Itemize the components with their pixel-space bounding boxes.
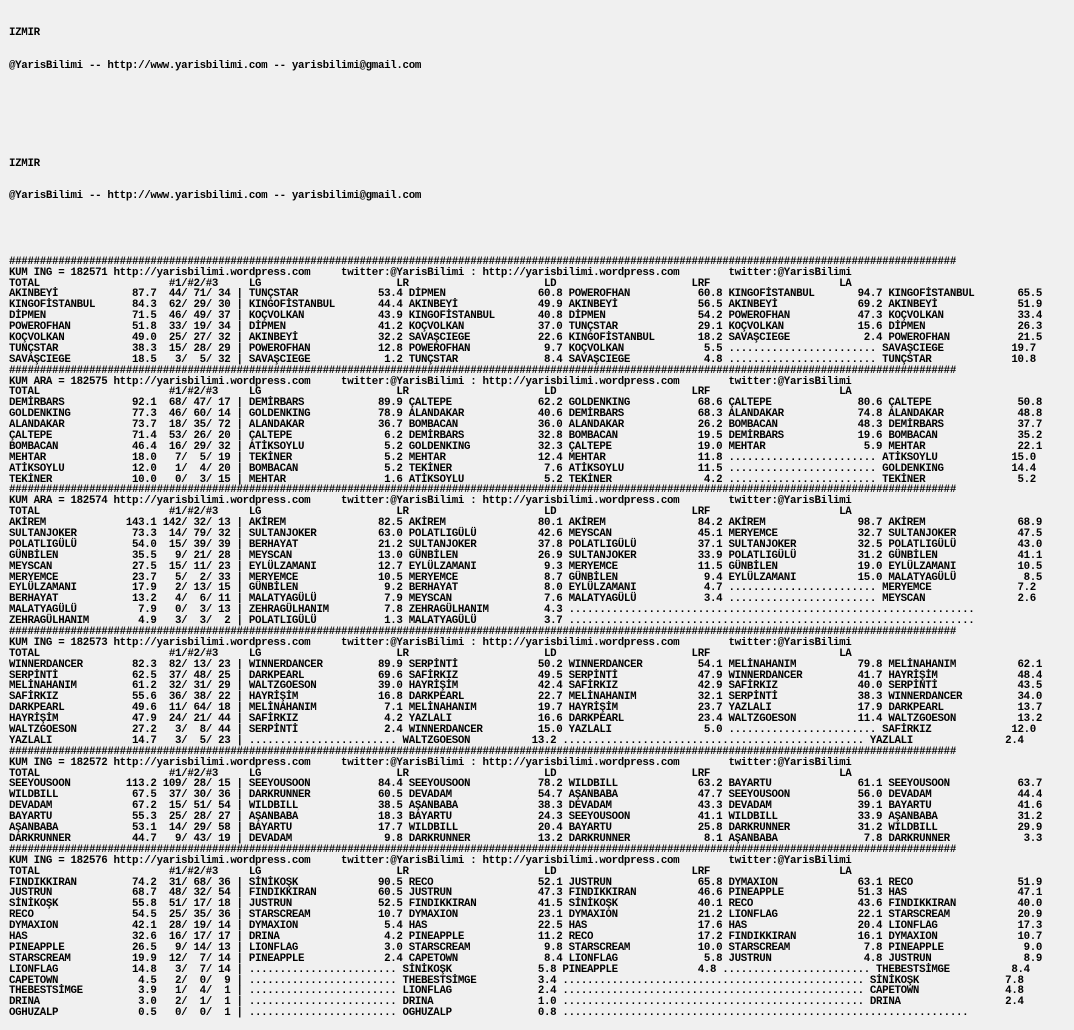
separator-line: ########################################################################################################################################################## bbox=[9, 843, 956, 856]
table-row: POLATLIGÜLÜ 54.0 15/ 39/ 39 | BERHAYAT 21.2 SULTANJOKER 37.8 POLATLIGÜLÜ 37.1 SULTANJOKER 32.5 POLATLIGÜLÜ 43.0 bbox=[9, 538, 1043, 551]
table-row: BERHAYAT 13.2 4/ 6/ 11 | MALATYAGÜLÜ 7.9 MEYSCAN 7.6 MALATYAGÜLÜ 3.4 ........................ MEYSCAN 2.6 bbox=[9, 593, 1036, 606]
column-header: TOTAL #1/#2/#3 LG LR LD LRF LA bbox=[9, 277, 852, 290]
table-row: ALANDAKAR 73.7 18/ 35/ 72 | ALANDAKAR 36.7 BOMBACAN 36.0 ALANDAKAR 26.2 BOMBACAN 48.3 DEMİRBARS 37.7 bbox=[9, 419, 1043, 432]
race-block bbox=[9, 257, 1042, 366]
table-row: STARSCREAM 19.9 12/ 7/ 14 | PINEAPPLE 2.4 CAPETOWN 8.4 LIONFLAG 5.8 JUSTRUN 4.8 JUSTRUN 8.9 bbox=[9, 952, 1043, 965]
race-block bbox=[9, 366, 1042, 486]
table-row: AKİREM 143.1 142/ 32/ 13 | AKİREM 82.5 AKİREM 80.1 AKİREM 84.2 AKİREM 98.7 AKİREM 68.9 bbox=[9, 517, 1043, 530]
results-document bbox=[9, 6, 1042, 1030]
table-row: RECO 54.5 25/ 35/ 36 | STARSCREAM 10.7 DYMAXION 23.1 DYMAXION 21.2 LIONFLAG 22.1 STARSCREAM 20.9 bbox=[9, 909, 1043, 922]
table-row: TEKİNER 10.0 0/ 3/ 15 | MEHTAR 1.6 ATİKSOYLU 5.2 TEKİNER 4.2 ........................ TEKİNER 5.2 bbox=[9, 473, 1036, 486]
table-row: SERPİNTİ 62.5 37/ 48/ 25 | DARKPEARL 69.6 SAFİRKIZ 49.5 SERPİNTİ 47.9 WINNERDANCER 41.7 HAYRİŞİM 48.4 bbox=[9, 669, 1043, 682]
table-row: SEEYOUSOON 113.2 109/ 28/ 15 | SEEYOUSOON 84.4 SEEYOUSOON 78.2 WILDBILL 63.2 BAYARTU 61.1 SEEYOUSOON 63.7 bbox=[9, 778, 1043, 791]
table-row: ÇALTEPE 71.4 53/ 26/ 20 | ÇALTEPE 6.2 DEMİRBARS 32.8 BOMBACAN 19.5 DEMİRBARS 19.6 BOMBACAN 35.2 bbox=[9, 429, 1043, 442]
table-row: JUSTRUN 68.7 48/ 32/ 54 | FINDIKKIRAN 60.5 JUSTRUN 47.3 FINDIKKIRAN 46.6 PINEAPPLE 51.3 HAS 47.1 bbox=[9, 887, 1043, 900]
race-title: KUM ING = 182572 http://yarisbilimi.wordpress.com twitter:@YarisBilimi : http://yarisbilimi.wordpress.com twitter:@YarisBilimi bbox=[9, 756, 852, 769]
race-title: KUM ING = 182571 http://yarisbilimi.wordpress.com twitter:@YarisBilimi : http://yarisbilimi.wordpress.com twitter:@YarisBilimi bbox=[9, 266, 852, 279]
separator-line: ########################################################################################################################################################## bbox=[9, 626, 956, 639]
table-row: DARKRUNNER 44.7 9/ 43/ 19 | DEVADAM 9.8 DARKRUNNER 13.2 DARKRUNNER 8.1 AŞANBABA 7.8 DARKRUNNER 3.3 bbox=[9, 832, 1043, 845]
city-title: IZMIR bbox=[9, 26, 40, 39]
table-row: SAVAŞCIEGE 18.5 3/ 5/ 32 | SAVAŞCIEGE 1.2 TUNÇSTAR 8.4 SAVAŞCIEGE 4.8 ........................ TUNÇSTAR 10.8 bbox=[9, 353, 1036, 366]
separator-line: ########################################################################################################################################################## bbox=[9, 484, 956, 497]
table-row: DYMAXION 42.1 28/ 19/ 14 | DYMAXION 5.4 HAS 22.5 HAS 17.6 HAS 20.4 LIONFLAG 17.3 bbox=[9, 920, 1043, 933]
column-header: TOTAL #1/#2/#3 LG LR LD LRF LA bbox=[9, 506, 852, 519]
race-title: KUM ING = 182576 http://yarisbilimi.wordpress.com twitter:@YarisBilimi : http://yarisbilimi.wordpress.com twitter:@YarisBilimi bbox=[9, 854, 852, 867]
table-row: HAS 32.6 16/ 17/ 17 | DRINA 4.2 PINEAPPLE 11.2 RECO 17.2 FINDIKKIRAN 16.1 DYMAXION 10.7 bbox=[9, 930, 1043, 943]
table-row: GÜNBİLEN 35.5 9/ 21/ 28 | MEYSCAN 13.0 GÜNBİLEN 26.9 SULTANJOKER 33.9 POLATLIGÜLÜ 31.2 GÜNBİLEN 41.1 bbox=[9, 549, 1043, 562]
contact-line: @YarisBilimi -- http://www.yarisbilimi.com -- yarisbilimi@gmail.com bbox=[9, 190, 421, 203]
table-row: WALTZGOESON 27.2 3/ 8/ 44 | SERPİNTİ 2.4 WINNERDANCER 15.0 YAZLALI 5.0 ........................ SAFİRKIZ 12.0 bbox=[9, 724, 1036, 737]
table-row: LIONFLAG 14.8 3/ 7/ 14 | ........................ SİNİKOŞK 5.8 PINEAPPLE 4.8 ........................ THEBESTSİMGE 8.4 bbox=[9, 963, 1030, 976]
table-row: EYLÜLZAMANI 17.9 2/ 13/ 15 | GÜNBİLEN 9.2 BERHAYAT 8.0 EYLÜLZAMANI 4.7 ........................ MERYEMCE 7.2 bbox=[9, 582, 1036, 595]
spacer bbox=[9, 126, 1042, 137]
separator-line: ########################################################################################################################################################## bbox=[9, 364, 956, 377]
column-header: TOTAL #1/#2/#3 LG LR LD LRF LA bbox=[9, 647, 852, 660]
table-row: MALATYAGÜLÜ 7.9 0/ 3/ 13 | ZEHRAGÜLHANIM 7.8 ZEHRAGÜLHANIM 4.3 .................................................................. bbox=[9, 604, 975, 617]
table-row: BAYARTU 55.3 25/ 28/ 27 | AŞANBABA 18.3 BAYARTU 24.3 SEEYOUSOON 41.1 WILDBILL 33.9 AŞANBABA 31.2 bbox=[9, 811, 1043, 824]
table-row: CAPETOWN 4.5 2/ 0/ 9 | ........................ THEBESTSİMGE 3.4 ................................................. SİNİKOŞK 7.8 bbox=[9, 974, 1024, 987]
table-row: WINNERDANCER 82.3 82/ 13/ 23 | WINNERDANCER 89.9 SERPİNTİ 50.2 WINNERDANCER 54.1 MELİNAHANIM 79.8 MELİNAHANIM 62.1 bbox=[9, 658, 1043, 671]
table-row: TUNÇSTAR 38.3 15/ 28/ 29 | POWEROFHAN 12.8 POWEROFHAN 9.7 KOÇVOLKAN 5.5 ........................ SAVAŞCIEGE 19.7 bbox=[9, 342, 1036, 355]
race-title: KUM ARA = 182575 http://yarisbilimi.wordpress.com twitter:@YarisBilimi : http://yarisbilimi.wordpress.com twitter:@YarisBilimi bbox=[9, 375, 852, 388]
table-row: ZEHRAGÜLHANIM 4.9 3/ 3/ 2 | POLATLIGÜLÜ 1.3 MALATYAGÜLÜ 3.7 .................................................................. bbox=[9, 615, 975, 628]
spacer bbox=[9, 93, 1042, 104]
table-row: DRINA 3.0 2/ 1/ 1 | ........................ DRINA 1.0 ................................................. DRINA 2.4 bbox=[9, 996, 1024, 1009]
table-row: OGHUZALP 0.5 0/ 0/ 1 | ........................ OGHUZALP 0.8 .................................................................. bbox=[9, 1007, 969, 1020]
table-row: GOLDENKING 77.3 46/ 60/ 14 | GOLDENKING 78.9 ALANDAKAR 40.6 DEMİRBARS 68.3 ALANDAKAR 74.8 ALANDAKAR 48.8 bbox=[9, 408, 1043, 421]
table-row: AKINBEYİ 87.7 44/ 71/ 34 | TUNÇSTAR 53.4 DİPMEN 60.8 POWEROFHAN 60.8 KINGOFİSTANBUL 94.7 KINGOFİSTANBUL 65.5 bbox=[9, 288, 1043, 301]
table-row: WILDBILL 67.5 37/ 30/ 36 | DARKRUNNER 60.5 DEVADAM 54.7 AŞANBABA 47.7 SEEYOUSOON 56.0 DEVADAM 44.4 bbox=[9, 789, 1043, 802]
table-row: SİNİKOŞK 55.8 51/ 17/ 18 | JUSTRUN 52.5 FINDIKKIRAN 41.5 SİNİKOŞK 40.1 RECO 43.6 FINDIKKIRAN 40.0 bbox=[9, 898, 1043, 911]
table-row: PINEAPPLE 26.5 9/ 14/ 13 | LIONFLAG 3.0 STARSCREAM 9.8 STARSCREAM 10.0 STARSCREAM 7.8 PINEAPPLE 9.0 bbox=[9, 941, 1043, 954]
race-block bbox=[9, 747, 1042, 845]
city-title: IZMIR bbox=[9, 157, 40, 170]
table-row: YAZLALI 14.7 3/ 5/ 23 | ........................ WALTZGOESON 13.2 ................................................. YAZLALI 2.4 bbox=[9, 734, 1024, 747]
spacer bbox=[9, 224, 1042, 235]
table-row: FINDIKKIRAN 74.2 31/ 68/ 36 | SİNİKOŞK 90.5 RECO 52.1 JUSTRUN 65.8 DYMAXION 63.1 RECO 51.9 bbox=[9, 876, 1043, 889]
table-row: KINGOFİSTANBUL 84.3 62/ 29/ 30 | KINGOFİSTANBUL 44.4 AKINBEYİ 49.9 AKINBEYİ 56.5 AKINBEYİ 69.2 AKINBEYİ 51.9 bbox=[9, 299, 1043, 312]
table-row: SULTANJOKER 73.3 14/ 79/ 32 | SULTANJOKER 63.0 POLATLIGÜLÜ 42.6 MEYSCAN 45.1 MERYEMCE 32.7 SULTANJOKER 47.5 bbox=[9, 528, 1043, 540]
table-row: MEYSCAN 27.5 15/ 11/ 23 | EYLÜLZAMANI 12.7 EYLÜLZAMANI 9.3 MERYEMCE 11.5 GÜNBİLEN 19.0 EYLÜLZAMANI 10.5 bbox=[9, 560, 1043, 573]
race-block bbox=[9, 845, 1042, 1019]
column-header: TOTAL #1/#2/#3 LG LR LD LRF LA bbox=[9, 865, 852, 878]
table-row: AŞANBABA 53.1 14/ 29/ 58 | BAYARTU 17.7 WILDBILL 20.4 BAYARTU 25.8 DARKRUNNER 31.2 WILDBILL 29.9 bbox=[9, 822, 1043, 835]
table-row: DARKPEARL 49.6 11/ 64/ 18 | MELİNAHANIM 7.1 MELİNAHANIM 19.7 HAYRİŞİM 23.7 YAZLALI 17.9 DARKPEARL 13.7 bbox=[9, 702, 1043, 715]
table-row: MEHTAR 18.0 7/ 5/ 19 | TEKİNER 5.2 MEHTAR 12.4 MEHTAR 11.8 ........................ ATİKSOYLU 15.0 bbox=[9, 451, 1036, 464]
race-block bbox=[9, 627, 1042, 747]
table-row: POWEROFHAN 51.8 33/ 19/ 34 | DİPMEN 41.2 KOÇVOLKAN 37.0 TUNÇSTAR 29.1 KOÇVOLKAN 15.6 DİPMEN 26.3 bbox=[9, 321, 1043, 334]
separator-line: ########################################################################################################################################################## bbox=[9, 745, 956, 758]
race-list bbox=[9, 257, 1042, 1019]
race-block bbox=[9, 485, 1042, 627]
race-title: KUM ING = 182573 http://yarisbilimi.wordpress.com twitter:@YarisBilimi : http://yarisbilimi.wordpress.com twitter:@YarisBilimi bbox=[9, 636, 852, 649]
race-title: KUM ARA = 182574 http://yarisbilimi.wordpress.com twitter:@YarisBilimi : http://yarisbilimi.wordpress.com twitter:@YarisBilimi bbox=[9, 495, 852, 508]
table-row: ATİKSOYLU 12.0 1/ 4/ 20 | BOMBACAN 5.2 TEKİNER 7.6 ATİKSOYLU 11.5 ........................ GOLDENKING 14.4 bbox=[9, 462, 1036, 475]
table-row: THEBESTSİMGE 3.9 1/ 4/ 1 | ........................ LIONFLAG 2.4 ................................................. CAPETOWN 4.8 bbox=[9, 985, 1024, 998]
contact-line: @YarisBilimi -- http://www.yarisbilimi.com -- yarisbilimi@gmail.com bbox=[9, 59, 421, 72]
table-row: DEMİRBARS 92.1 68/ 47/ 17 | DEMİRBARS 89.9 ÇALTEPE 62.2 GOLDENKING 68.6 ÇALTEPE 80.6 ÇALTEPE 50.8 bbox=[9, 397, 1043, 410]
table-row: HAYRİŞİM 47.9 24/ 21/ 44 | SAFİRKIZ 4.2 YAZLALI 16.6 DARKPEARL 23.4 WALTZGOESON 11.4 WALTZGOESON 13.2 bbox=[9, 713, 1043, 726]
table-row: DİPMEN 71.5 46/ 49/ 37 | KOÇVOLKAN 43.9 KINGOFİSTANBUL 40.8 DİPMEN 54.2 POWEROFHAN 47.3 KOÇVOLKAN 33.4 bbox=[9, 310, 1043, 323]
table-row: SAFİRKIZ 55.6 36/ 38/ 22 | HAYRİŞİM 16.8 DARKPEARL 22.7 MELİNAHANIM 32.1 SERPİNTİ 38.3 WINNERDANCER 34.0 bbox=[9, 691, 1043, 704]
table-row: MERYEMCE 23.7 5/ 2/ 33 | MERYEMCE 10.5 MERYEMCE 8.7 GÜNBİLEN 9.4 EYLÜLZAMANI 15.0 MALATYAGÜLÜ 8.5 bbox=[9, 571, 1043, 584]
table-row: BOMBACAN 46.4 16/ 29/ 32 | ATİKSOYLU 5.2 GOLDENKING 32.3 ÇALTEPE 19.0 MEHTAR 5.9 MEHTAR 22.1 bbox=[9, 440, 1043, 453]
column-header: TOTAL #1/#2/#3 LG LR LD LRF LA bbox=[9, 767, 852, 780]
table-row: KOÇVOLKAN 49.0 25/ 27/ 32 | AKINBEYİ 32.2 SAVAŞCIEGE 22.6 KINGOFİSTANBUL 18.2 SAVAŞCIEGE 2.4 POWEROFHAN 21.5 bbox=[9, 331, 1043, 344]
table-row: DEVADAM 67.2 15/ 51/ 54 | WILDBILL 38.5 AŞANBABA 38.3 DEVADAM 43.3 DEVADAM 39.1 BAYARTU 41.6 bbox=[9, 800, 1043, 813]
table-row: MELİNAHANIM 61.2 32/ 31/ 29 | WALTZGOESON 39.0 HAYRİŞİM 42.4 SAFİRKIZ 42.9 SAFİRKIZ 40.0 SERPİNTİ 43.5 bbox=[9, 680, 1043, 693]
separator-line: ########################################################################################################################################################## bbox=[9, 255, 956, 268]
column-header: TOTAL #1/#2/#3 LG LR LD LRF LA bbox=[9, 386, 852, 399]
